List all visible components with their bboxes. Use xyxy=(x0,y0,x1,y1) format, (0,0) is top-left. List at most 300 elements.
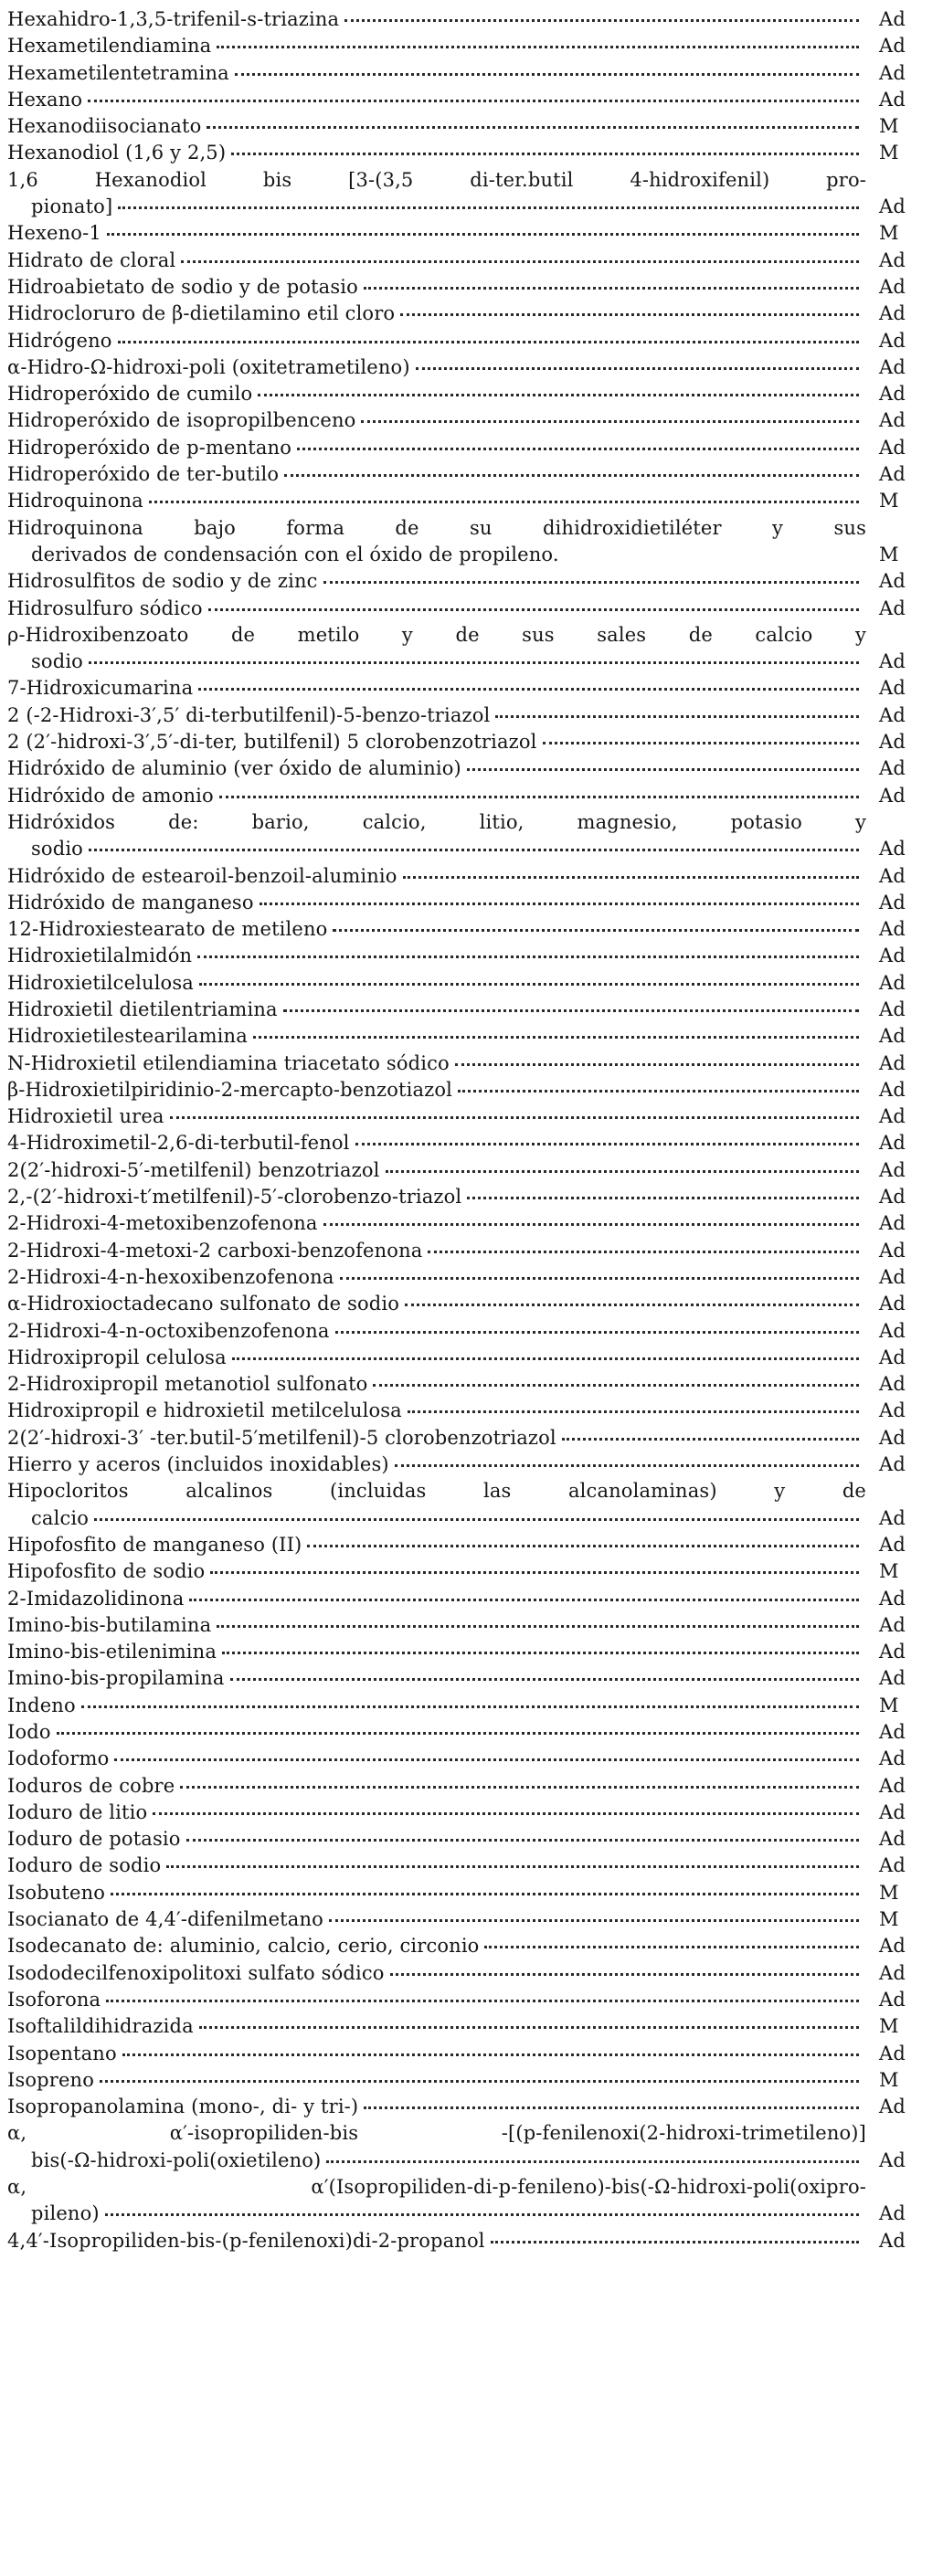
entry-final-line xyxy=(7,1773,936,1800)
substance-name: 2(2′-hidroxi-3′ -ter.butil-5′metilfenil)-5 clorobenzotriazol xyxy=(7,1426,556,1449)
dot-leader xyxy=(181,259,859,263)
dot-leader xyxy=(297,447,859,450)
substance-name: 2 (-2-Hidroxi-3′,5′ di-terbutilfenil)-5-benzo-triazol xyxy=(7,703,491,726)
use-code: Ad xyxy=(879,1239,906,1262)
substance-name: α-Hidroxioctadecano sulfonato de sodio xyxy=(7,1293,400,1315)
list-item xyxy=(7,60,936,87)
list-item xyxy=(7,1853,936,1879)
dot-leader xyxy=(364,286,859,290)
entry-final-line xyxy=(7,1693,936,1719)
entry-line xyxy=(7,1478,936,1504)
substance-name: Hidrocloruro de β-dietilamino etil cloro xyxy=(7,302,396,325)
use-code: Ad xyxy=(879,329,906,352)
substance-name-final xyxy=(7,1960,866,1987)
dot-leader xyxy=(114,1758,859,1761)
substance-name: 2 (2′-hidroxi-3′,5′-di-ter, butilfenil) 5 clorobenzotriazol xyxy=(7,731,537,754)
dot-leader xyxy=(197,955,859,958)
use-code: M xyxy=(879,115,899,138)
use-code: Ad xyxy=(879,1319,906,1342)
list-item xyxy=(7,809,936,863)
use-code: Ad xyxy=(879,570,906,593)
list-item xyxy=(7,2067,936,2094)
list-item xyxy=(7,2120,936,2174)
dot-leader xyxy=(390,1972,859,1976)
substance-name: Hidroxietilestearilamina xyxy=(7,1025,248,1048)
list-item xyxy=(7,167,936,221)
substance-name: Hexametilentetramina xyxy=(7,61,229,84)
entry-final-line xyxy=(7,702,936,729)
use-code: Ad xyxy=(879,1453,906,1476)
substance-name-line: α, α′-isopropiliden-bis -[(p-fenilenoxi(2-hidroxi-trimetileno)] xyxy=(7,2122,866,2145)
use-code: Ad xyxy=(879,2096,906,2118)
list-item xyxy=(7,1157,936,1184)
list-item xyxy=(7,515,936,569)
substance-name: Ioduros de cobre xyxy=(7,1774,175,1797)
use-code: M xyxy=(879,2015,899,2038)
dot-leader xyxy=(562,1437,859,1441)
list-item xyxy=(7,407,936,434)
entry-final-line xyxy=(7,916,936,943)
substance-name-final xyxy=(7,568,866,595)
entry-final-line xyxy=(7,407,936,434)
substance-name-final xyxy=(7,1264,866,1291)
entry-final-line xyxy=(7,1103,936,1130)
substance-name: 2-Hidroxipropil metanotiol sulfonato xyxy=(7,1373,368,1396)
substance-name: Hidróxido de amonio xyxy=(7,784,214,807)
dot-leader xyxy=(118,206,859,209)
substance-name-final xyxy=(7,2094,866,2120)
use-code: Ad xyxy=(879,1961,906,1984)
list-item xyxy=(7,354,936,381)
substance-name: Isododecilfenoxipolitoxi sulfato sódico xyxy=(7,1961,385,1984)
dot-leader xyxy=(307,1544,859,1547)
substance-name-final xyxy=(7,916,866,943)
substance-name-final xyxy=(7,1505,866,1532)
entry-final-line xyxy=(7,1291,936,1317)
entry-line xyxy=(7,515,936,542)
substance-name: 2(2′-hidroxi-5′-metilfenil) benzotriazol xyxy=(7,1158,380,1181)
use-code: Ad xyxy=(879,757,906,780)
substance-name-final xyxy=(7,33,866,59)
list-item xyxy=(7,1906,936,1933)
substance-name: 2-Hidroxi-4-n-octoxibenzofenona xyxy=(7,1319,330,1342)
substance-name: Hidrógeno xyxy=(7,329,112,352)
use-code: Ad xyxy=(879,1506,906,1529)
list-item xyxy=(7,755,936,782)
entry-final-line xyxy=(7,1800,936,1826)
list-item xyxy=(7,1103,936,1130)
use-code: Ad xyxy=(879,1533,906,1556)
substance-name: Isopreno xyxy=(7,2068,94,2091)
list-item xyxy=(7,1210,936,1237)
entry-final-line xyxy=(7,140,936,166)
list-item xyxy=(7,675,936,702)
list-item xyxy=(7,1746,936,1772)
dot-leader xyxy=(198,687,859,691)
list-item xyxy=(7,1452,936,1478)
substance-name: Hidroxipropil celulosa xyxy=(7,1346,227,1368)
list-item xyxy=(7,1264,936,1291)
substance-name-final xyxy=(7,783,866,809)
substance-name-final xyxy=(7,1425,866,1452)
dot-leader xyxy=(373,1383,859,1387)
list-item xyxy=(7,596,936,622)
dot-leader xyxy=(118,340,859,343)
substance-name-final xyxy=(7,328,866,354)
substance-name: Isopropanolamina (mono-, di- y tri-) xyxy=(7,2096,359,2118)
substance-name: Hexeno-1 xyxy=(7,222,101,245)
substance-name-final xyxy=(7,863,866,890)
substance-name-line: 1,6 Hexanodiol bis [3-(3,5 di-ter.butil 4-hidroxifenil) pro- xyxy=(7,168,866,191)
list-item xyxy=(7,970,936,997)
substance-name-final xyxy=(7,1371,866,1398)
use-code: Ad xyxy=(879,945,906,967)
dot-leader xyxy=(329,1918,859,1922)
dot-leader xyxy=(89,660,859,664)
entry-final-line xyxy=(7,2067,936,2094)
dot-leader xyxy=(88,99,859,102)
substance-name-final xyxy=(7,1157,866,1184)
entry-final-line xyxy=(7,1318,936,1345)
substance-name: Hidrosulfuro sódico xyxy=(7,596,203,619)
entry-final-line xyxy=(7,943,936,969)
substance-name: 2-Hidroxi-4-metoxi-2 carboxi-benzofenona xyxy=(7,1239,423,1262)
dot-leader xyxy=(405,1303,859,1306)
dot-leader xyxy=(361,419,859,423)
dot-leader xyxy=(100,2079,859,2083)
entry-final-line xyxy=(7,328,936,354)
substance-name-final xyxy=(7,2067,866,2094)
use-code: Ad xyxy=(879,2042,906,2064)
use-code: M xyxy=(879,1694,899,1716)
substance-name: Hidróxido de manganeso xyxy=(7,891,254,913)
substance-name-final xyxy=(7,2148,866,2174)
substance-name-final xyxy=(7,890,866,916)
list-item xyxy=(7,1558,936,1585)
substance-name-final xyxy=(7,542,866,568)
substance-name-final xyxy=(7,140,866,166)
substance-name: Hidroxipropil e hidroxietil metilcelulosa xyxy=(7,1399,402,1422)
entry-final-line xyxy=(7,863,936,890)
substance-name-final xyxy=(7,1184,866,1210)
list-item xyxy=(7,248,936,274)
substance-name-final xyxy=(7,1800,866,1826)
entry-final-line xyxy=(7,1880,936,1906)
entry-line xyxy=(7,809,936,836)
entry-final-line xyxy=(7,568,936,595)
dot-leader xyxy=(400,312,859,316)
use-code: Ad xyxy=(879,864,906,887)
entry-final-line xyxy=(7,1586,936,1612)
use-code: Ad xyxy=(879,1854,906,1877)
use-code: Ad xyxy=(879,1212,906,1235)
entry-final-line xyxy=(7,1853,936,1879)
use-code: Ad xyxy=(879,35,906,58)
dot-leader xyxy=(455,1062,859,1066)
entry-final-line xyxy=(7,649,936,675)
use-code: Ad xyxy=(879,1774,906,1797)
substance-name: α-Hidro-Ω-hidroxi-poli (oxitetrametileno) xyxy=(7,355,410,378)
substance-name: Isodecanato de: aluminio, calcio, cerio, circonio xyxy=(7,1935,480,1958)
dot-leader xyxy=(428,1250,859,1253)
list-item xyxy=(7,488,936,514)
list-item xyxy=(7,33,936,59)
dot-leader xyxy=(283,1008,859,1012)
substance-name: Ioduro de litio xyxy=(7,1800,148,1823)
substance-name-final xyxy=(7,1210,866,1237)
substance-name-final xyxy=(7,1291,866,1317)
substance-name: Hexanodiisocianato xyxy=(7,115,202,138)
substance-name-final xyxy=(7,435,866,461)
entry-final-line xyxy=(7,1157,936,1184)
substance-name-final xyxy=(7,997,866,1023)
substance-name-final xyxy=(7,729,866,755)
substance-name: Hidroxietilcelulosa xyxy=(7,971,194,994)
list-item xyxy=(7,435,936,461)
entry-line xyxy=(7,167,936,194)
use-code: Ad xyxy=(879,2229,906,2252)
dot-leader xyxy=(395,1463,859,1467)
substance-name-final xyxy=(7,2201,866,2227)
list-item xyxy=(7,2094,936,2120)
substance-name: Hidrosulfitos de sodio y de zinc xyxy=(7,570,318,593)
substance-name-final xyxy=(7,2013,866,2040)
substance-name-final xyxy=(7,2228,866,2254)
substance-name: 4-Hidroximetil-2,6-di-terbutil-fenol xyxy=(7,1132,350,1155)
substance-name: Hidróxido de estearoil-benzoil-aluminio xyxy=(7,864,397,887)
use-code: Ad xyxy=(879,409,906,432)
substance-name: Hipofosfito de manganeso (II) xyxy=(7,1533,302,1556)
use-code: Ad xyxy=(879,1105,906,1128)
substance-name: Isopentano xyxy=(7,2042,117,2064)
dot-leader xyxy=(253,1035,859,1039)
substance-name-final xyxy=(7,354,866,381)
list-item xyxy=(7,301,936,327)
use-code: M xyxy=(879,222,899,245)
list-item xyxy=(7,6,936,33)
substance-name-final xyxy=(7,1719,866,1746)
substance-name: Hidróxido de aluminio (ver óxido de aluminio) xyxy=(7,757,461,780)
dot-leader xyxy=(284,473,859,477)
use-code: Ad xyxy=(879,838,906,860)
entry-final-line xyxy=(7,970,936,997)
list-item xyxy=(7,890,936,916)
entry-final-line xyxy=(7,435,936,461)
dot-leader xyxy=(230,1677,859,1681)
substance-name-final xyxy=(7,1987,866,2013)
entry-final-line xyxy=(7,274,936,301)
use-code: Ad xyxy=(879,1935,906,1958)
use-code: Ad xyxy=(879,703,906,726)
use-code: Ad xyxy=(879,463,906,486)
list-item xyxy=(7,1665,936,1692)
substance-name: Hidroabietato de sodio y de potasio xyxy=(7,275,358,298)
use-code: Ad xyxy=(879,1186,906,1209)
use-code: Ad xyxy=(879,1293,906,1315)
substance-name: 2-Hidroxi-4-n-hexoxibenzofenona xyxy=(7,1265,334,1288)
entry-final-line xyxy=(7,488,936,514)
use-code: Ad xyxy=(879,650,906,673)
substance-name-final xyxy=(7,301,866,327)
entry-final-line xyxy=(7,6,936,33)
use-code: M xyxy=(879,1908,899,1931)
dot-leader xyxy=(258,393,859,396)
substance-name-final xyxy=(7,1773,866,1800)
list-item xyxy=(7,1130,936,1156)
entry-final-line xyxy=(7,1238,936,1264)
substance-name: pionato] xyxy=(31,195,113,218)
substance-name: Imino-bis-etilenimina xyxy=(7,1641,217,1663)
use-code: Ad xyxy=(879,1051,906,1074)
dot-leader xyxy=(495,714,859,718)
substance-name: 7-Hidroxicumarina xyxy=(7,677,194,700)
list-item xyxy=(7,1345,936,1371)
list-item xyxy=(7,1639,936,1665)
use-code: Ad xyxy=(879,891,906,913)
list-item xyxy=(7,1077,936,1103)
entry-final-line xyxy=(7,1558,936,1585)
dot-leader xyxy=(335,1330,859,1334)
substance-name: Hipofosfito de sodio xyxy=(7,1560,206,1583)
entry-final-line xyxy=(7,2094,936,2120)
substance-name: Ioduro de potasio xyxy=(7,1828,181,1851)
entry-final-line xyxy=(7,1665,936,1692)
substance-name-final xyxy=(7,1693,866,1719)
use-code: Ad xyxy=(879,1025,906,1048)
dot-leader xyxy=(222,1651,859,1654)
substance-name-final xyxy=(7,1130,866,1156)
substance-name: Isocianato de 4,4′-difenilmetano xyxy=(7,1908,323,1931)
entry-final-line xyxy=(7,2148,936,2174)
substance-name: 4,4′-Isopropiliden-bis-(p-fenilenoxi)di-2-propanol xyxy=(7,2229,485,2252)
substance-name-final xyxy=(7,1612,866,1639)
use-code: Ad xyxy=(879,1587,906,1610)
substance-name: 12-Hidroxiestearato de metileno xyxy=(7,918,328,941)
substance-name-final xyxy=(7,1532,866,1558)
entry-final-line xyxy=(7,1130,936,1156)
use-code: Ad xyxy=(879,1721,906,1743)
list-item xyxy=(7,1826,936,1853)
substance-name: sodio xyxy=(31,650,83,673)
entry-final-line xyxy=(7,1425,936,1452)
list-item xyxy=(7,2013,936,2040)
list-item xyxy=(7,1960,936,1987)
use-code: Ad xyxy=(879,383,906,406)
dot-leader xyxy=(170,1115,859,1119)
use-code: Ad xyxy=(879,2148,906,2171)
substance-name-final xyxy=(7,970,866,997)
list-item xyxy=(7,1933,936,1959)
entry-final-line xyxy=(7,1050,936,1077)
use-code: Ad xyxy=(879,302,906,325)
substance-name-final xyxy=(7,1880,866,1906)
entry-final-line xyxy=(7,729,936,755)
use-code: M xyxy=(879,2068,899,2091)
dot-leader xyxy=(199,982,859,986)
entry-final-line xyxy=(7,354,936,381)
use-code: Ad xyxy=(879,1828,906,1851)
entry-final-line xyxy=(7,33,936,59)
substance-name: Hexahidro-1,3,5-trifenil-s-triazina xyxy=(7,8,340,30)
dot-leader xyxy=(232,1357,859,1360)
entry-final-line xyxy=(7,1452,936,1478)
dot-leader xyxy=(189,1598,859,1601)
list-item xyxy=(7,1719,936,1746)
substance-name: sodio xyxy=(31,838,83,860)
dot-leader xyxy=(199,2025,859,2029)
list-item xyxy=(7,1238,936,1264)
substance-name: 2,-(2′-hidroxi-t′metilfenil)-5′-clorobenzo-triazol xyxy=(7,1186,462,1209)
substance-name-final xyxy=(7,194,866,220)
use-code: Ad xyxy=(879,731,906,754)
dot-leader xyxy=(122,2053,859,2056)
substance-name: Hexanodiol (1,6 y 2,5) xyxy=(7,142,227,164)
substance-name-final xyxy=(7,1023,866,1050)
substance-name: Imino-bis-butilamina xyxy=(7,1613,212,1636)
substance-name: Hidroperóxido de cumilo xyxy=(7,383,253,406)
entry-final-line xyxy=(7,1826,936,1853)
substance-name-line: ρ-Hidroxibenzoato de metilo y de sus sales de calcio y xyxy=(7,623,866,646)
substance-name: 2-Imidazolidinona xyxy=(7,1587,185,1610)
substance-name-final xyxy=(7,1398,866,1424)
use-code: Ad xyxy=(879,998,906,1020)
dot-leader xyxy=(94,1517,859,1521)
dot-leader xyxy=(217,45,859,48)
substance-name: calcio xyxy=(31,1506,90,1529)
use-code: Ad xyxy=(879,8,906,30)
use-code: Ad xyxy=(879,355,906,378)
substance-name: Isobuteno xyxy=(7,1881,106,1904)
list-item xyxy=(7,997,936,1023)
substance-name-final xyxy=(7,488,866,514)
dot-leader xyxy=(207,125,859,129)
dot-leader xyxy=(89,848,859,851)
dot-leader xyxy=(408,1409,859,1413)
substance-name: pileno) xyxy=(31,2202,100,2225)
entry-final-line xyxy=(7,60,936,87)
substance-name: Iodo xyxy=(7,1721,51,1743)
substance-name-final xyxy=(7,220,866,247)
entry-final-line xyxy=(7,461,936,488)
substance-name-final xyxy=(7,274,866,301)
list-item xyxy=(7,1398,936,1424)
substance-list xyxy=(0,6,943,2254)
substance-name-final xyxy=(7,1826,866,1853)
dot-leader xyxy=(149,500,859,503)
substance-name-final xyxy=(7,1665,866,1692)
substance-name-final xyxy=(7,1452,866,1478)
substance-name-final xyxy=(7,381,866,407)
substance-name-final xyxy=(7,675,866,702)
substance-name: Indeno xyxy=(7,1694,76,1716)
use-code: Ad xyxy=(879,248,906,271)
use-code: Ad xyxy=(879,971,906,994)
dot-leader xyxy=(323,1222,859,1226)
substance-name: Hidroquinona xyxy=(7,490,143,512)
substance-name-line: Hidroquinona bajo forma de su dihidroxidietiléter y sus xyxy=(7,516,866,539)
substance-name: N-Hidroxietil etilendiamina triacetato sódico xyxy=(7,1051,450,1074)
entry-final-line xyxy=(7,675,936,702)
substance-name: Hexano xyxy=(7,88,83,111)
use-code: Ad xyxy=(879,88,906,111)
dot-leader xyxy=(340,1276,859,1280)
entry-final-line xyxy=(7,1719,936,1746)
list-item xyxy=(7,220,936,247)
use-code: Ad xyxy=(879,1988,906,2011)
substance-name-final xyxy=(7,755,866,782)
entry-final-line xyxy=(7,1532,936,1558)
entry-final-line xyxy=(7,2228,936,2254)
